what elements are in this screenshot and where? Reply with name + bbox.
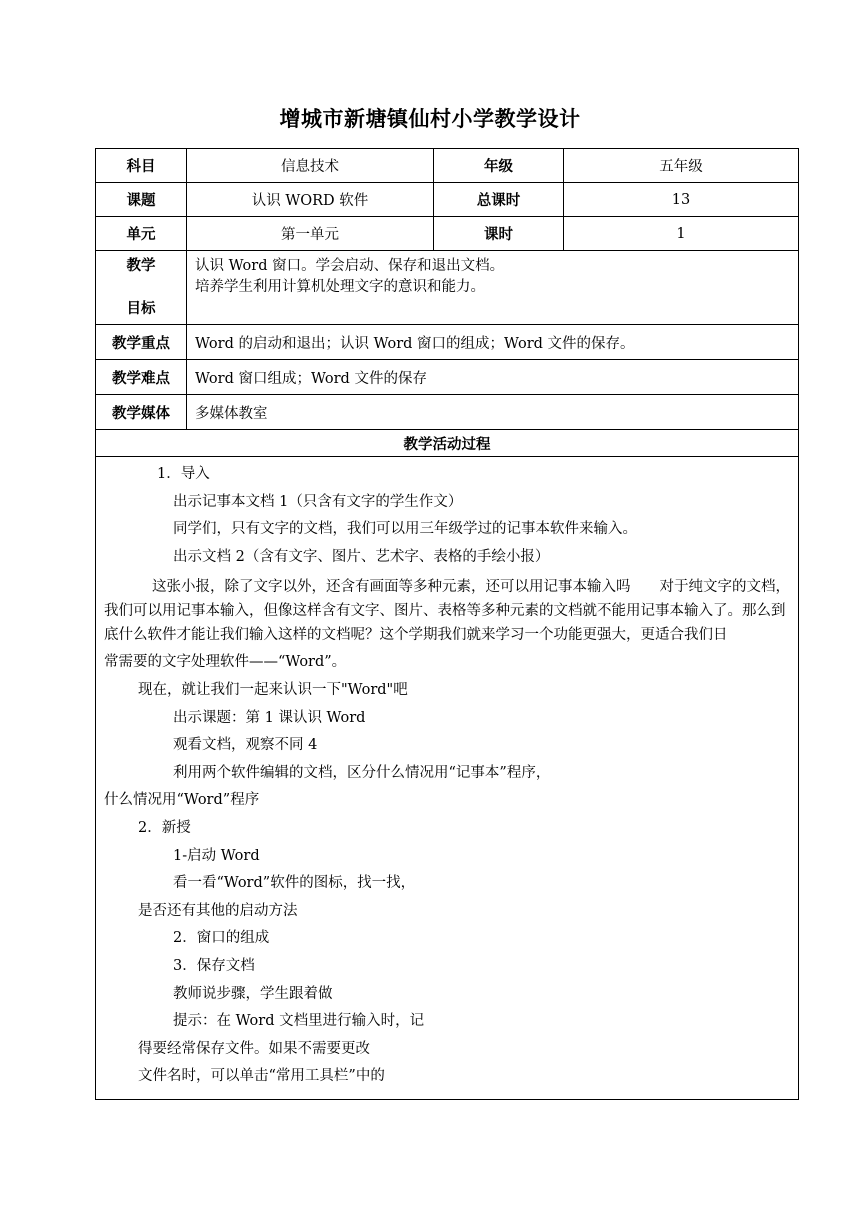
process-line: 常需要的文字处理软件——“Word”。 — [104, 654, 347, 671]
key-point-value: Word 的启动和退出；认识 Word 窗口的组成；Word 文件的保存。 — [187, 325, 799, 360]
lesson-hour-value: 1 — [564, 217, 799, 251]
process-line: 现在，就让我们一起来认识一下"Word"吧 — [138, 681, 408, 698]
process-line: 得要经常保存文件。如果不需要更改 — [138, 1040, 370, 1057]
lesson-hour-label: 课时 — [434, 217, 564, 251]
process-line: 教师说步骤，学生跟着做 — [173, 985, 333, 1002]
subject-value: 信息技术 — [187, 149, 434, 183]
process-line: 文件名时，可以单击“常用工具栏”中的 — [138, 1068, 385, 1085]
lesson-plan-table — [95, 148, 799, 1100]
goals-row — [96, 251, 799, 325]
media-label: 教学媒体 — [96, 395, 187, 430]
goals-label — [96, 251, 187, 325]
process-line: 1-启动 Word — [173, 847, 260, 864]
goals-label-bottom: 目标 — [126, 300, 156, 317]
process-line: 观看文档，观察不同 4 — [173, 737, 318, 754]
unit-row — [96, 217, 799, 251]
process-content — [96, 457, 799, 1100]
process-line: 看一看“Word”软件的图标，找一找， — [173, 875, 416, 892]
goals-content — [187, 251, 799, 325]
process-line: 1．导入 — [157, 466, 210, 482]
subject-row — [96, 149, 799, 183]
process-line: 同学们，只有文字的文档，我们可以用三年级学过的记事本软件来输入。 — [173, 521, 637, 538]
process-line: 3．保存文档 — [173, 957, 255, 974]
process-line: 出示记事本文档 1（只含有文字的学生作文） — [173, 493, 463, 510]
unit-value: 第一单元 — [187, 217, 434, 251]
media-value: 多媒体教室 — [187, 395, 799, 430]
goal-line: 认识 Word 窗口。学会启动、保存和退出文档。 — [195, 258, 505, 274]
grade-label: 年级 — [434, 149, 564, 183]
document-title: 增城市新塘镇仙村小学教学设计 — [279, 107, 581, 131]
media-row — [96, 395, 799, 430]
key-point-row — [96, 325, 799, 360]
process-row — [96, 457, 799, 1100]
goals-label-top: 教学 — [126, 258, 156, 274]
process-line: 提示：在 Word 文档里进行输入时，记 — [173, 1013, 425, 1030]
grade-value: 五年级 — [564, 149, 799, 183]
topic-label: 课题 — [96, 183, 187, 217]
process-heading-row — [96, 430, 799, 457]
goal-line: 培养学生利用计算机处理文字的意识和能力。 — [195, 279, 485, 295]
total-hours-label: 总课时 — [434, 183, 564, 217]
difficulty-row — [96, 360, 799, 395]
process-line: 2．窗口的组成 — [173, 930, 270, 947]
subject-label: 科目 — [96, 149, 187, 183]
process-line: 什么情况用“Word”程序 — [104, 792, 260, 809]
process-line: 出示文档 2（含有文字、图片、艺术字、表格的手绘小报） — [173, 548, 550, 565]
process-heading: 教学活动过程 — [96, 430, 799, 457]
process-line: 出示课题：第 1 课认识 Word — [173, 709, 366, 726]
difficulty-value: Word 窗口组成；Word 文件的保存 — [187, 360, 799, 395]
process-line: 2．新授 — [138, 819, 191, 836]
process-line: 是否还有其他的启动方法 — [138, 902, 298, 919]
unit-label: 单元 — [96, 217, 187, 251]
process-paragraph: 这张小报，除了文字以外，还含有画面等多种元素，还可以用记事本输入吗 对于纯文字的文档，我们可以用记事本输入，但像这样含有文字、图片、表格等多种元素的文档就不能用记事本输入了。那么到底什么软件才能让我们输入这样的文档呢？这个学期我们就来学习一个功能更强大，更适合我们日 — [104, 579, 790, 644]
total-hours-value: 13 — [564, 183, 799, 217]
process-line: 利用两个软件编辑的文档，区分什么情况用“记事本”程序， — [173, 764, 551, 781]
key-point-label: 教学重点 — [96, 325, 187, 360]
difficulty-label: 教学难点 — [96, 360, 187, 395]
topic-value: 认识 WORD 软件 — [187, 183, 434, 217]
topic-row — [96, 183, 799, 217]
